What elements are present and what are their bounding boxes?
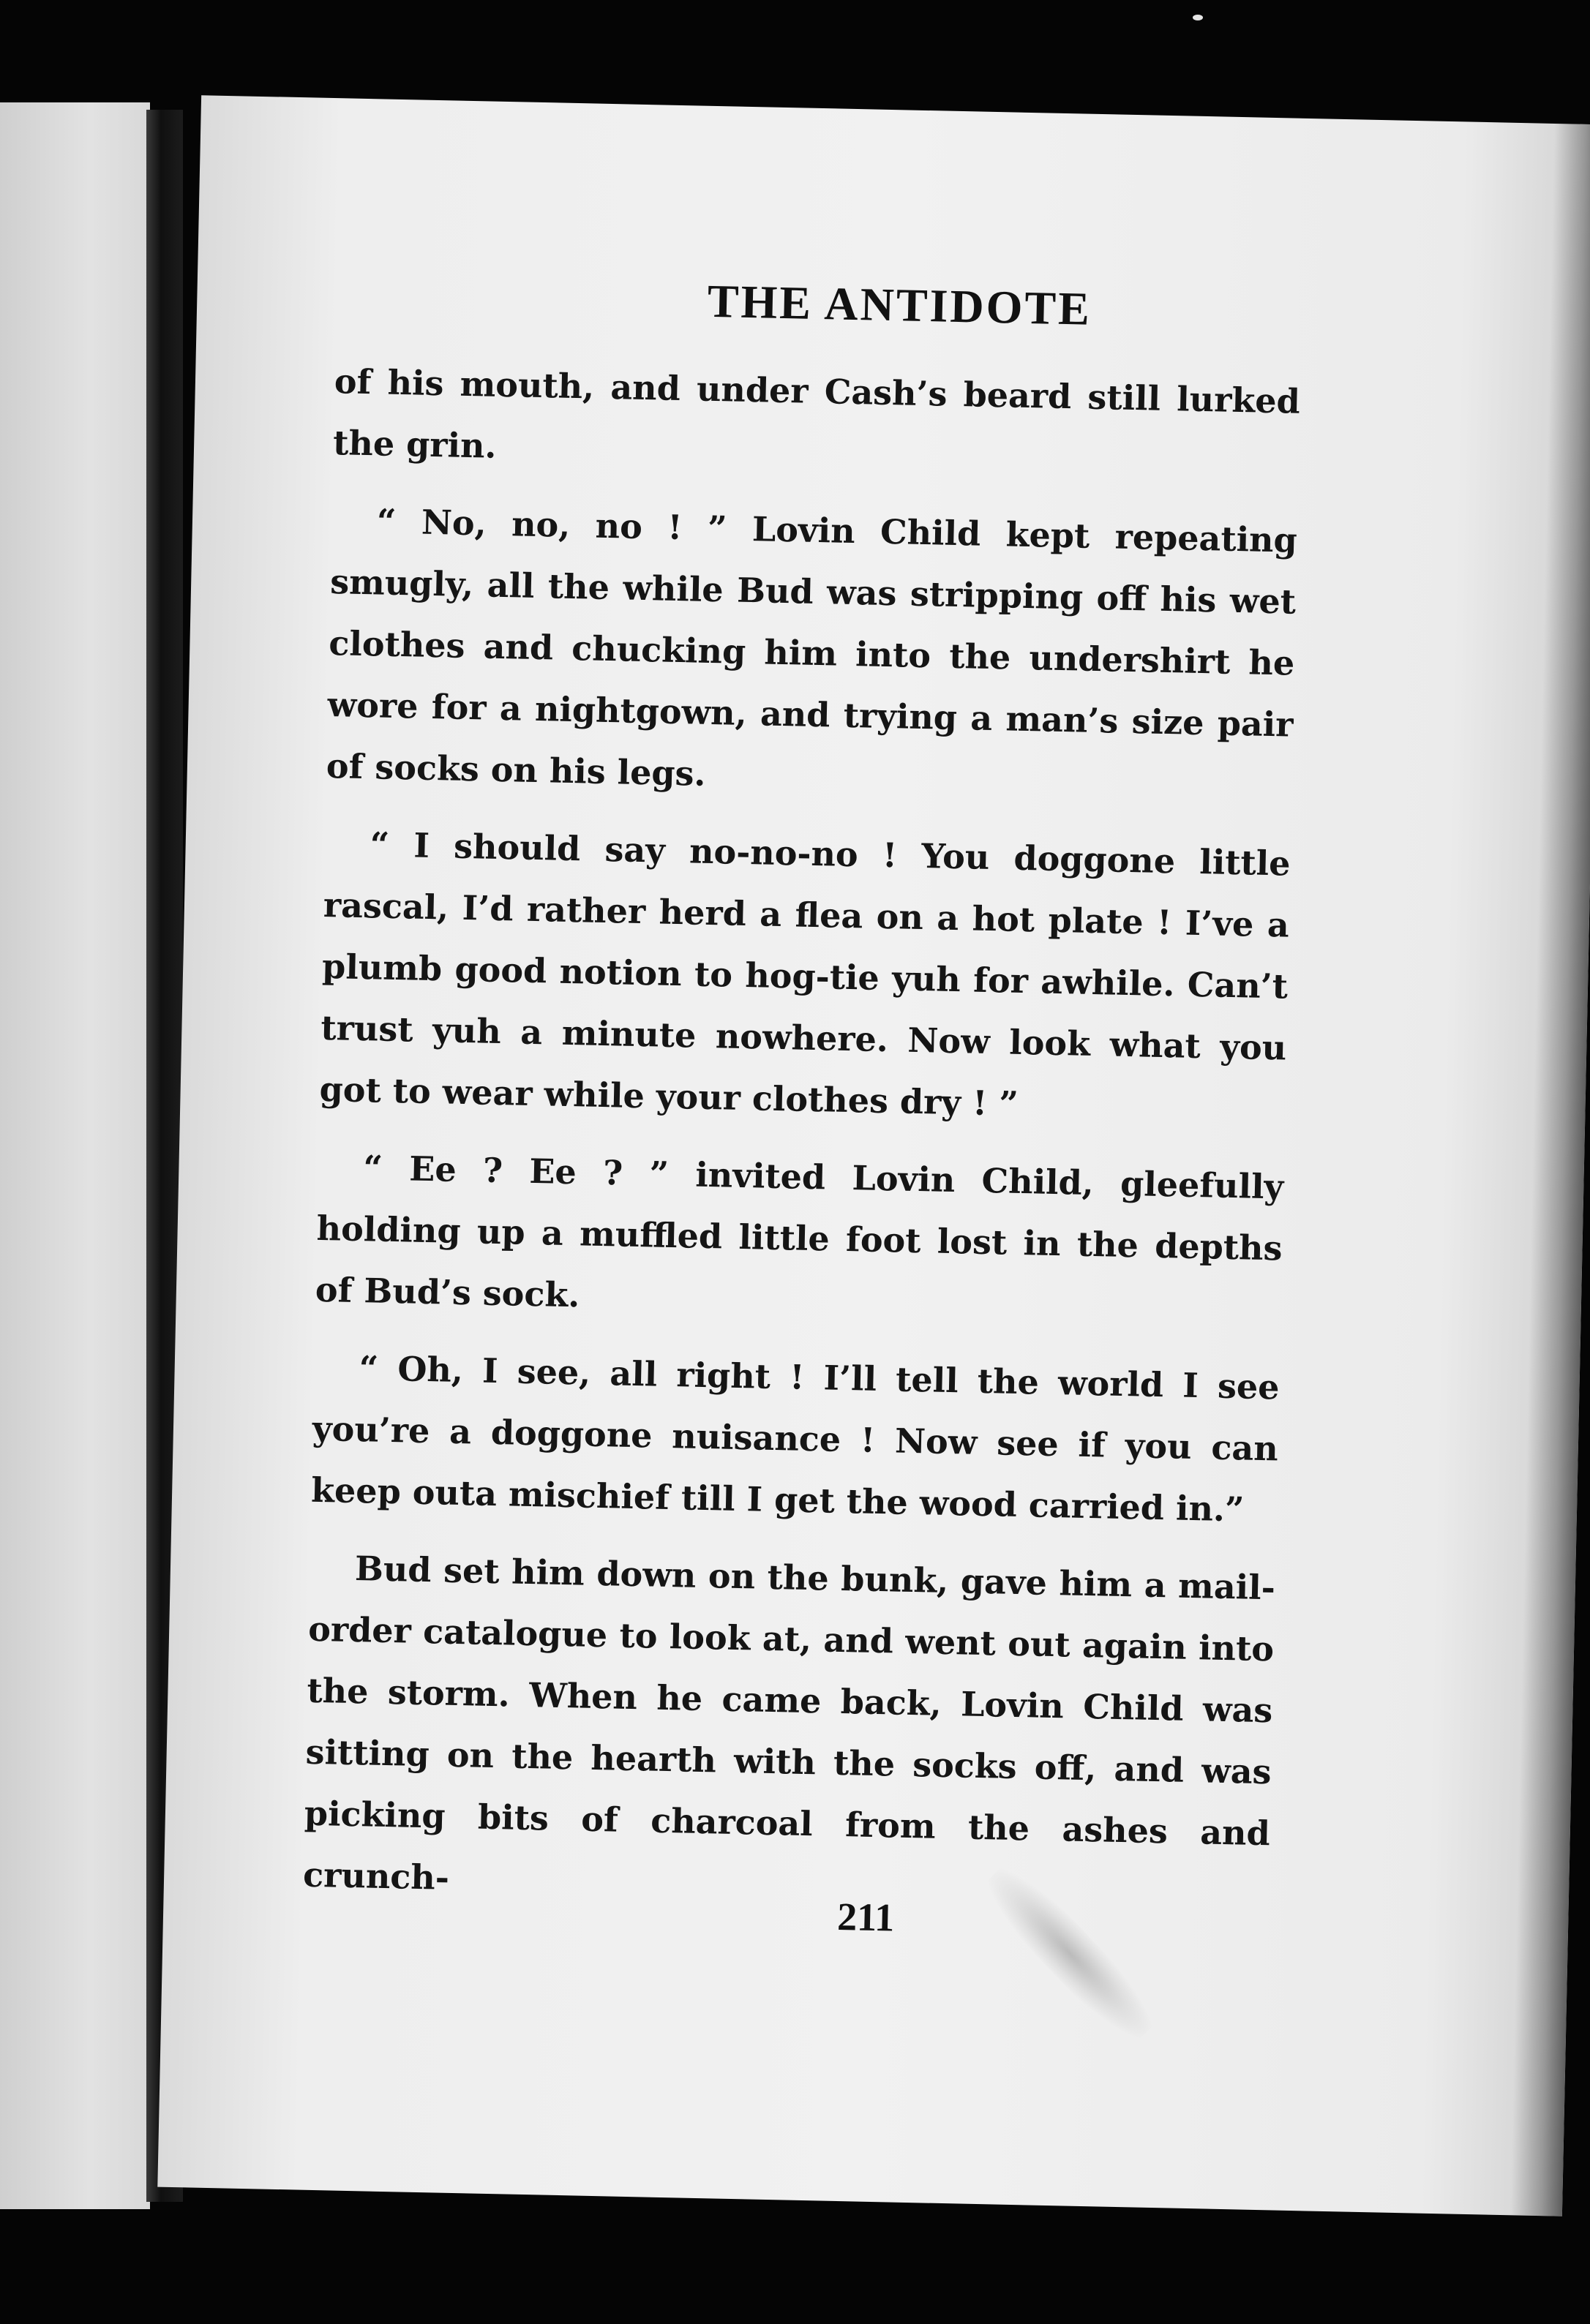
paragraph: “ No, no, no ! ” Lovin Child kept repeating smugly, all the while Bud was stripping off his wet clothes and chucking him into the undershirt he wore for a nightgown, and trying a man’s size pair of socks on his legs. bbox=[326, 501, 1298, 794]
paragraph: Bud set him down on the bunk, gave him a mail-order catalogue to look at, and went out again into the storm. When he came back, Lovin Child was sitting on the hearth with the socks off, and was picking bits of charcoal from the ashes and crunch- bbox=[302, 1549, 1276, 1898]
paragraph: “ Ee ? Ee ? ” invited Lovin Child, gleefully holding up a muffled little foot lost in the depths of Bud’s sock. bbox=[315, 1148, 1284, 1315]
page-number: 211 bbox=[836, 1894, 895, 1940]
paragraph: of his mouth, and under Cash’s beard still lurked the grin. bbox=[332, 361, 1301, 466]
paragraph: “ I should say no-no-no ! You doggone little rascal, I’d rather herd a flea on a hot plate ! I’ve a plumb good notion to hog-tie yuh for awhile. Can’t trust yuh a minute nowhere. Now look what you got to wear while your clothes dry ! ” bbox=[319, 824, 1291, 1124]
book-page bbox=[157, 95, 1590, 2216]
scan-speck bbox=[1193, 15, 1203, 20]
page-edge-shadow bbox=[1511, 124, 1590, 2216]
running-head: THE ANTIDOTE bbox=[707, 274, 1092, 335]
paragraph: “ Oh, I see, all right ! I’ll tell the world I see you’re a doggone nuisance ! Now see if you can keep outa mischief till I get the wood carried in.” bbox=[310, 1348, 1280, 1530]
facing-page-edge bbox=[0, 102, 150, 2209]
body-text bbox=[302, 350, 1301, 1941]
